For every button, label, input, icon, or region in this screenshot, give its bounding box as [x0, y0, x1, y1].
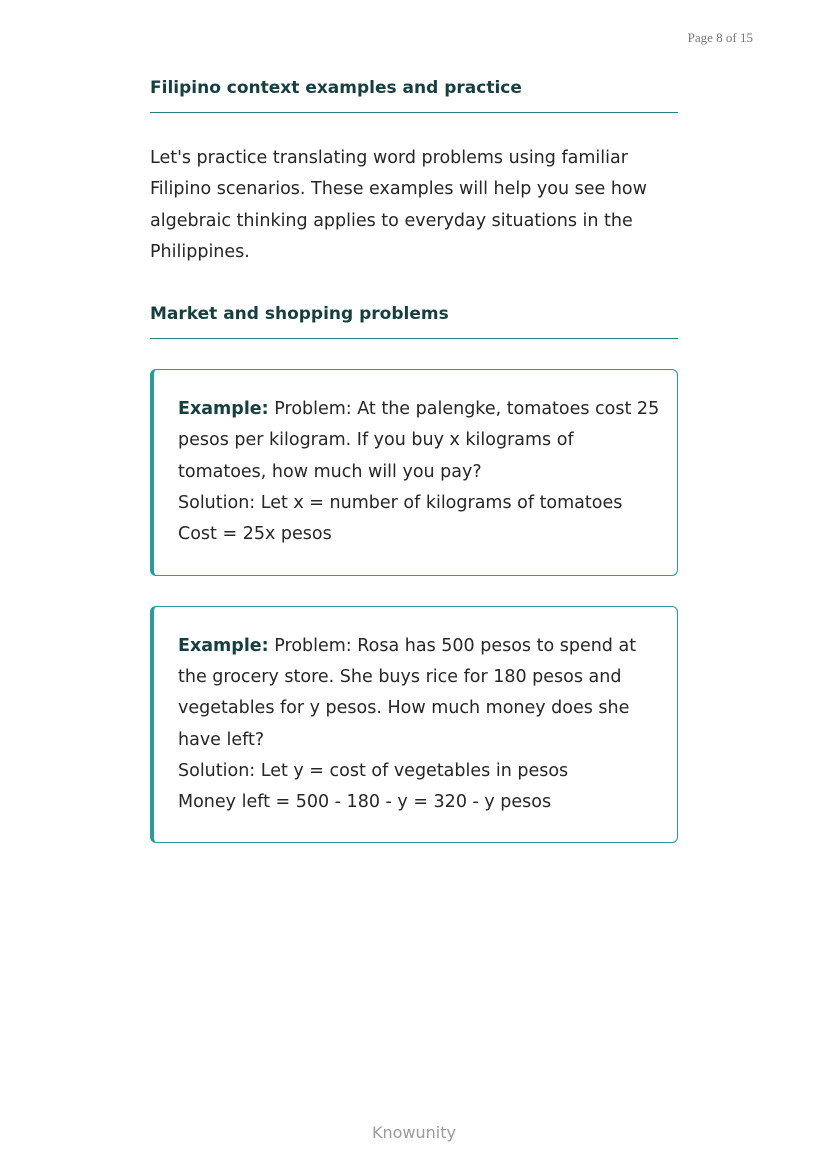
example-problem — [178, 394, 661, 488]
subsection-heading: Market and shopping problems — [150, 304, 678, 339]
example-label: Example: — [178, 635, 269, 656]
problem-text: Problem: At the palengke, tomatoes cost 25 pesos per kilogram. If you buy x kilograms of tomatoes, how much will you pay? — [178, 399, 660, 482]
footer-brand: Knowunity — [372, 1123, 456, 1142]
page-indicator: Page 8 of 15 — [687, 30, 753, 45]
example-box-palengke — [150, 369, 678, 575]
page-content — [150, 78, 678, 843]
result-text: Cost = 25x pesos — [178, 524, 332, 545]
example-box-grocery — [150, 606, 678, 844]
solution-text: Solution: Let x = number of kilograms of tomatoes — [178, 493, 623, 514]
example-problem — [178, 631, 661, 756]
result-text: Money left = 500 - 180 - y = 320 - y pesos — [178, 792, 552, 813]
solution-text: Solution: Let y = cost of vegetables in pesos — [178, 760, 569, 781]
problem-text: Problem: Rosa has 500 pesos to spend at the grocery store. She buys rice for 180 pesos and vegetables for y pesos. How much money does she have left? — [178, 635, 637, 750]
intro-paragraph: Let's practice translating word problems using familiar Filipino scenarios. These examples will help you see how algebraic thinking applies to everyday situations in the Philippines. — [150, 148, 647, 262]
section-heading: Filipino context examples and practice — [150, 78, 678, 113]
example-label: Example: — [178, 399, 269, 420]
